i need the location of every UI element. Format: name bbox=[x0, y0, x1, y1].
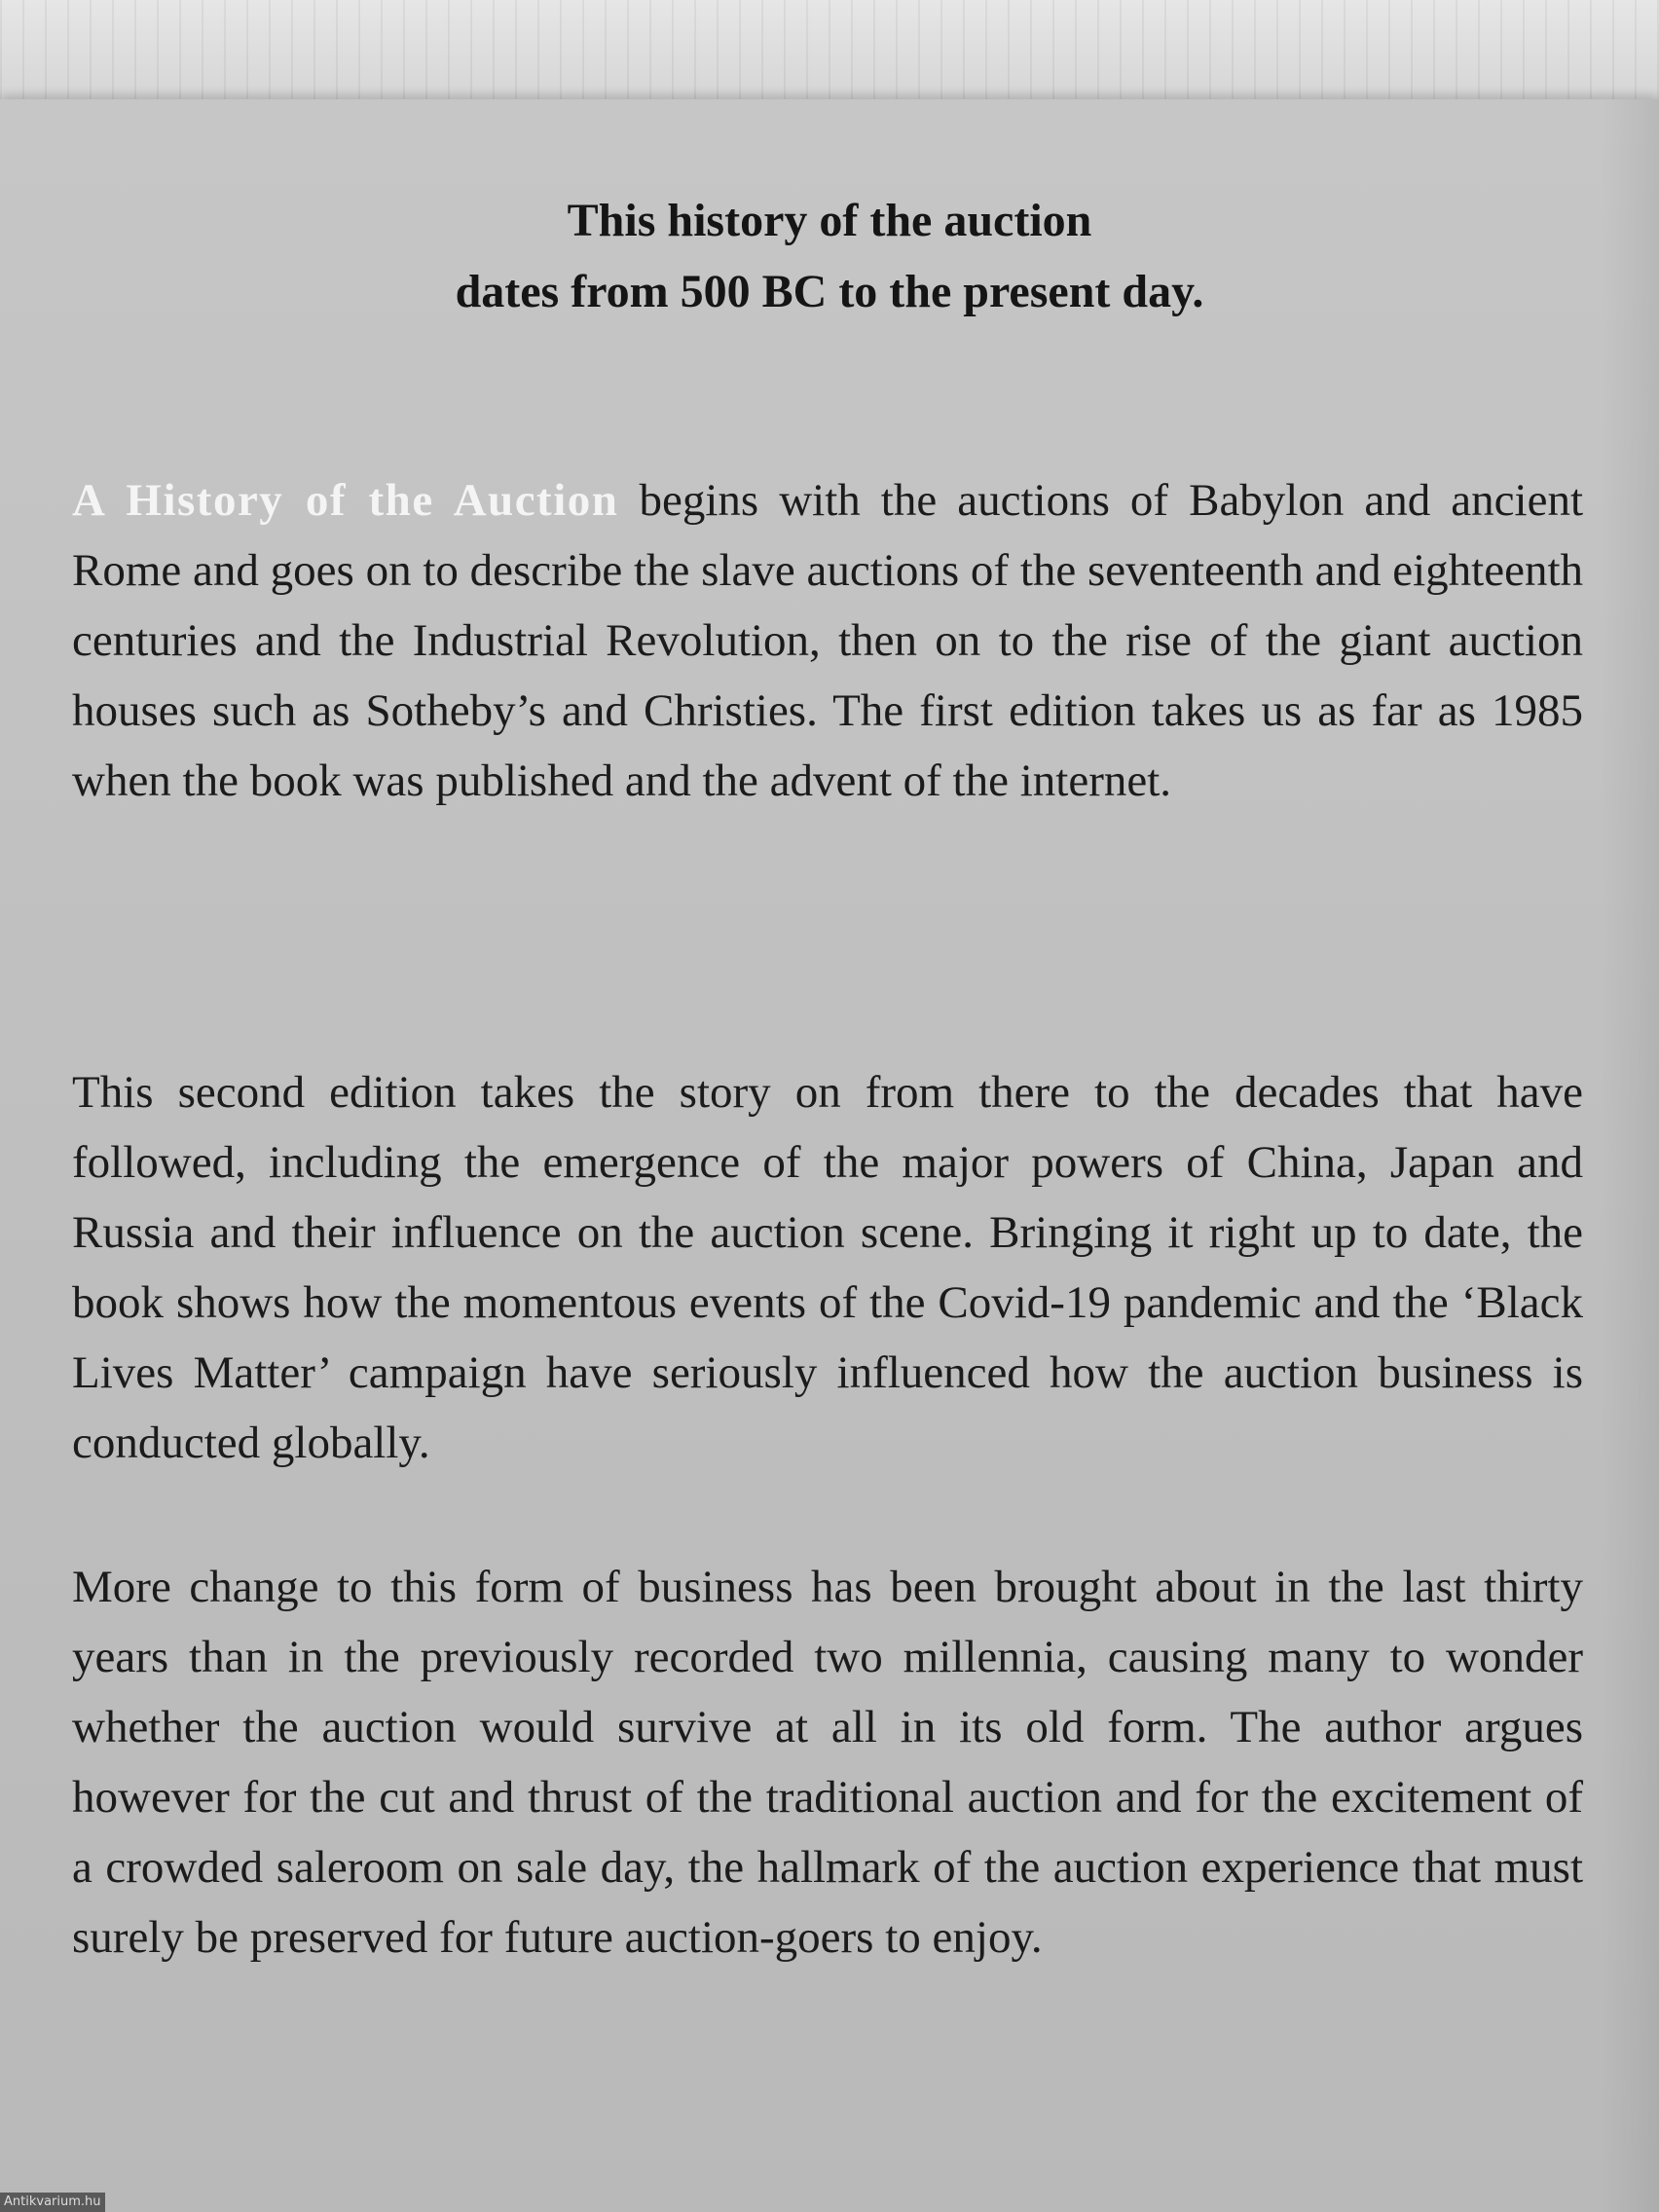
book-title: A History of the Auction bbox=[72, 475, 619, 526]
headline bbox=[0, 185, 1659, 327]
headline-line-1: This history of the auction bbox=[567, 195, 1092, 246]
paragraph-1-text: begins with the auctions of Babylon and ancient Rome and goes on to describe the slave auctions of the seventeenth and eighteenth centuries and the Industrial Revolution, then on to the rise of the giant auction houses such as Sotheby’s and Christies. The first edition takes us as far as 1985 when the book was published and the advent of the internet. bbox=[72, 475, 1583, 806]
paragraph-3: More change to this form of business has been brought about in the last thirty years than in the previously recorded two millennia, causing many to wonder whether the auction would survive at all in its old form. The author argues however for the cut and thrust of the traditional auction and for the excitement of a crowded saleroom on sale day, the hallmark of the auction experience that must surely be preserved for future auction-goers to enjoy. bbox=[72, 1562, 1583, 1963]
watermark: Antikvarium.hu bbox=[0, 2193, 105, 2212]
headline-line-2: dates from 500 BC to the present day. bbox=[455, 266, 1204, 317]
paragraph-1 bbox=[72, 465, 1583, 816]
background-surface bbox=[0, 0, 1659, 109]
paragraph-2: This second edition takes the story on from there to the decades that have followed, including the emergence of the major powers of China, Japan and Russia and their influence on the auction scene. Bringing it right up to date, the book shows how the momentous events of the Covid-19 pandemic and the ‘Black Lives Matter’ campaign have seriously influenced how the auction business is conducted globally. bbox=[72, 1067, 1583, 1468]
